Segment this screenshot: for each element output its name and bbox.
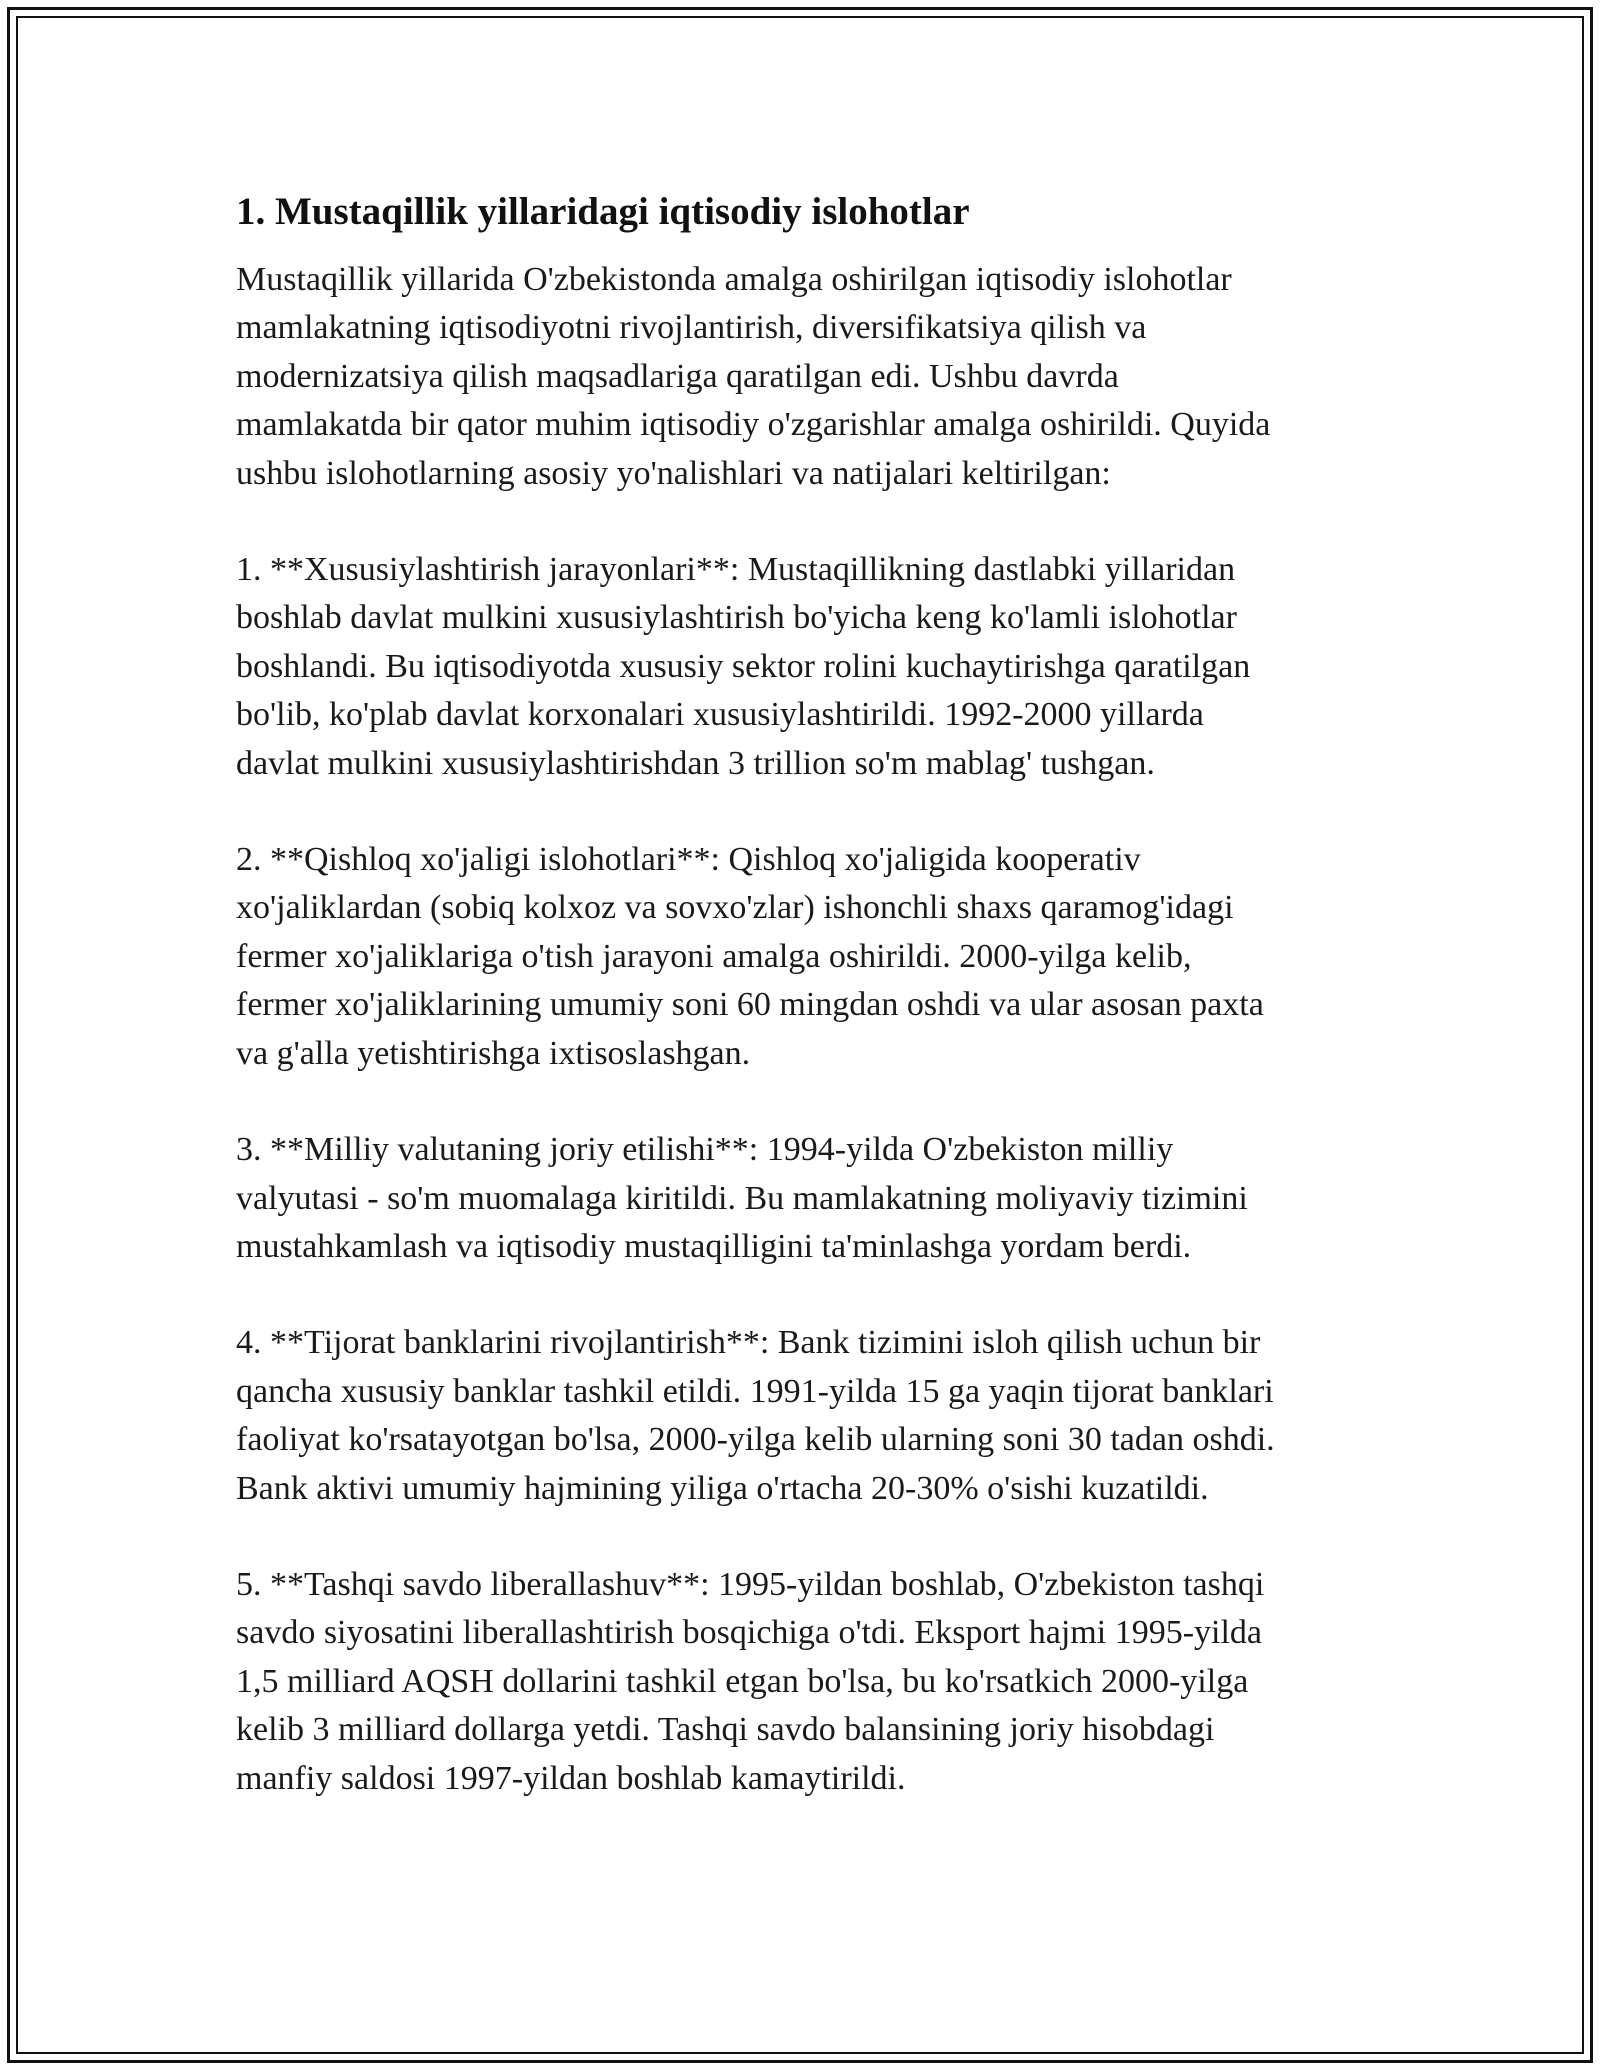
list-item-1: 1. **Xususiylashtirish jarayonlari**: Mustaqillikning dastlabki yillaridan boshlab davlat mulkini xususiylashtirish bo'yicha keng ko'lamli islohotlar boshlandi. Bu iqtisodiyotda xususiy sektor rolini kuchaytirishga qaratilgan bo'lib, ko'plab davlat korxonalari xususiylashtirildi. 1992-2000 yillarda davlat mulkini xususiylashtirishdan 3 trillion so'm mablag' tushgan. <box>236 551 1251 782</box>
document-body <box>236 186 1376 1803</box>
section-heading: 1. Mustaqillik yillaridagi iqtisodiy islohotlar <box>236 190 970 233</box>
intro-paragraph: Mustaqillik yillarida O'zbekistonda amalga oshirilgan iqtisodiy islohotlar mamlakatning iqtisodiyotni rivojlantirish, diversifikatsiya qilish va modernizatsiya qilish maqsadlariga qaratilgan edi. Ushbu davrda mamlakatda bir qator muhim iqtisodiy o'zgarishlar amalga oshirildi. Quyida ushbu islohotlarning asosiy yo'nalishlari va natijalari keltirilgan: <box>236 261 1271 492</box>
list-item-5: 5. **Tashqi savdo liberallashuv**: 1995-yildan boshlab, O'zbekiston tashqi savdo siyosatini liberallashtirish bosqichiga o'tdi. Eksport hajmi 1995-yilda 1,5 milliard AQSH dollarini tashkil etgan bo'lsa, bu ko'rsatkich 2000-yilga kelib 3 milliard dollarga yetdi. Tashqi savdo balansining joriy hisobdagi manfiy saldosi 1997-yildan boshlab kamaytirildi. <box>236 1565 1265 1797</box>
list-item-3: 3. **Milliy valutaning joriy etilishi**: 1994-yilda O'zbekiston milliy valyutasi - so'm muomalaga kiritildi. Bu mamlakatning moliyaviy tizimini mustahkamlash va iqtisodiy mustaqilligini ta'minlashga yordam berdi. <box>236 1131 1248 1265</box>
list-item-2: 2. **Qishloq xo'jaligi islohotlari**: Qishloq xo'jaligida kooperativ xo'jaliklardan (sobiq kolxoz va sovxo'zlar) ishonchli shaxs qaramog'idagi fermer xo'jaliklariga o'tish jarayoni amalga oshirildi. 2000-yilga kelib, fermer xo'jaliklarining umumiy soni 60 mingdan oshdi va ular asosan paxta va g'alla yetishtirishga ixtisoslashgan. <box>236 841 1264 1072</box>
list-item-4: 4. **Tijorat banklarini rivojlantirish**: Bank tizimini isloh qilish uchun bir qancha xususiy banklar tashkil etildi. 1991-yilda 15 ga yaqin tijorat banklari faoliyat ko'rsatayotgan bo'lsa, 2000-yilga kelib ularning soni 30 tadan oshdi. Bank aktivi umumiy hajmining yiliga o'rtacha 20-30% o'sishi kuzatildi. <box>236 1324 1275 1507</box>
